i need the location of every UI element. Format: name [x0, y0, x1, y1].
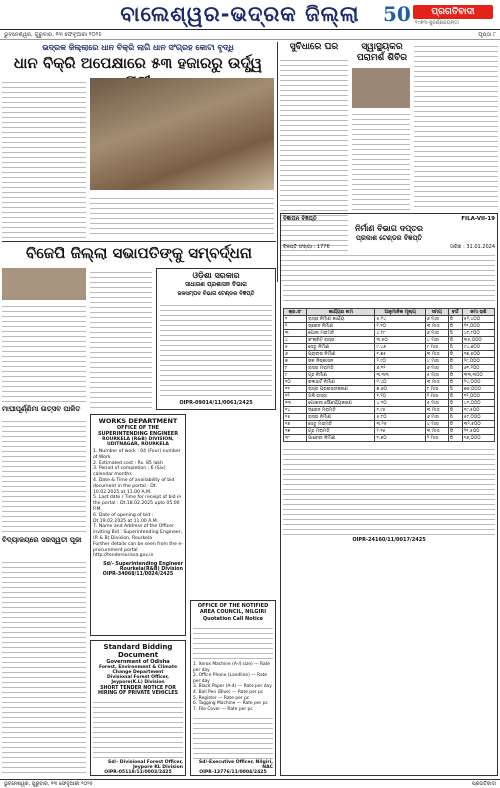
table-cell: ୨୯,୦୦୦ [462, 358, 494, 365]
nac-ad-items [193, 662, 273, 712]
table-cell: ୨.୪୦ [375, 379, 425, 386]
table-row [284, 421, 495, 428]
masthead [0, 0, 500, 30]
mid-story-headline: ସୁବିଧାରେ ଘର [289, 42, 339, 52]
table-cell: ୨ ମାସ [425, 393, 448, 400]
table-cell: ୩ ମାସ [425, 428, 448, 435]
table-cell: ୪ ମାସ [425, 421, 448, 428]
works-dept-ad [90, 414, 186, 636]
forest-ad-title: Standard Bidding Document [103, 643, 173, 659]
forest-ad-dept: Forest, Environment & Climate Change Department [98, 665, 178, 675]
table-row [284, 414, 495, 421]
works-ad-line: 1. Number of work : 04 (Four) number of Work [93, 449, 181, 460]
table-cell: ୧.୯୫ [375, 407, 425, 414]
nac-item: 6. Tagging Machine — Rate per pc [193, 701, 268, 707]
forest-dept-ad [90, 640, 186, 776]
tender-ad-header [283, 216, 495, 223]
table-row [284, 316, 495, 323]
table-cell: ୧୯,୫୦୦ [462, 407, 494, 414]
table-cell: ପୋଲ ମରାମତି [307, 330, 375, 337]
tender-column-header: କାର୍ଯ୍ୟର ନାମ [307, 309, 375, 316]
works-ad-line: 5. Last date / Time for receipt of bid in the portal : Dt.18.02.2025 upto 05.00 P.M. [93, 495, 182, 512]
page-number: ପୃଷ୍ଠା ୮ [478, 32, 496, 38]
footer-date: ଭୁବନେଶ୍ୱର, ଗୁରୁବାର, ୧୩ ଫେବୃଆରୀ ୨୦୨୫ [4, 781, 93, 787]
nac-ad-intro [193, 624, 273, 660]
table-row [284, 351, 495, 358]
tender-column-header: ଆନୁମାନିକ ମୂଲ୍ୟ [375, 309, 425, 316]
table-cell: ୩.୫୦ [375, 337, 425, 344]
table-cell: ୧୨,୦୦୦ [462, 393, 494, 400]
table-cell: ୯୪,୬୦୦ [462, 344, 494, 351]
table-cell: ୬ ମାସ [425, 330, 448, 337]
tender-ad-terms [283, 445, 495, 535]
column-divider [277, 42, 278, 282]
tender-ad-doc-date: ତାରିଖ : 31.01.2024 [450, 244, 495, 250]
table-cell: ପୋଖରୀ ସୌନ୍ଦର୍ଯ୍ୟକରଣ [307, 400, 375, 407]
tender-column-header: ଜମା ରାଶି [462, 309, 494, 316]
nac-quotation-ad [190, 600, 276, 776]
table-cell: ୨୧,୦୦୦ [462, 323, 494, 330]
table-cell: ୬ ମାସ [425, 414, 448, 421]
table-row [284, 365, 495, 372]
lead-kicker: ଭଦ୍ରକ ଜିଲ୍ଲାରେ ଧାନ ବିକ୍ରି ଲାଗି ଧାନ ସଂଗ୍ରହ କୋଟା ବୃଦ୍ଧି [42, 43, 234, 52]
table-cell: ଗୃହ ନିର୍ମାଣ [307, 372, 375, 379]
table-row [284, 379, 495, 386]
odisha-govt-ad [156, 268, 276, 410]
table-cell: ସି [448, 386, 462, 393]
forest-ad-sign: Sd/- Divisional Forest Officer, Jeypore KL Division [108, 760, 183, 770]
table-cell: ୭.୬୦ [375, 386, 425, 393]
table-cell: ୫.୨୪ [375, 316, 425, 323]
left-story-body-1 [2, 417, 86, 533]
table-cell: ଡି [448, 379, 462, 386]
date-text: ଭୁବନେଶ୍ୱର, ଗୁରୁବାର, ୧୩ ଫେବୃଆରୀ ୨୦୨୫ [4, 32, 102, 38]
table-cell: ୪.୮୮ [375, 330, 425, 337]
works-ad-line: 7. Name and Address of the Officer inviting Bid : Superintending Engineer, (R & B) Division, Rourkela [93, 524, 182, 541]
table-cell: ଡି [448, 421, 462, 428]
table-cell: ଡି [448, 435, 462, 442]
tender-ad-ref: FILA-VII-19 [461, 216, 495, 222]
table-cell: ୩୨,୫୦୦ [462, 421, 494, 428]
table-row [284, 330, 495, 337]
odisha-ad-body [160, 301, 272, 397]
table-cell: ଡି [448, 407, 462, 414]
table-cell: ୯ [284, 372, 307, 379]
works-ad-sign: Sd/- Superintending Engineer Rourkela(R&B) Division [103, 562, 183, 573]
table-row [284, 323, 495, 330]
tender-ad-doc-info [283, 244, 495, 250]
table-row [284, 435, 495, 442]
table-cell: ରାସ୍ତା ନିର୍ମାଣ କାର୍ଯ୍ୟ [307, 316, 375, 323]
table-cell: ୧ [284, 316, 307, 323]
table-cell: ୨.୧୫ [375, 428, 425, 435]
health-story-headline: ସ୍ୱାସ୍ଥ୍ୟକର ପରାମର୍ଶ ଶିବିର [356, 42, 408, 63]
bjp-story-body-2 [90, 268, 152, 410]
works-ad-line: 4. Date & Time of availability of bid document in the portal : Dt. 10.02.2025 at 11.00 A.M. [93, 477, 175, 495]
table-cell: ୩ [284, 330, 307, 337]
table-row [284, 344, 495, 351]
nac-item: 7. File Cover — Rate per pc [193, 706, 253, 712]
table-cell: ୩୫,୦୦୦ [462, 337, 494, 344]
nac-ad-terms [193, 714, 273, 760]
table-cell: ସି [448, 330, 462, 337]
table-cell: ୧୩ [284, 400, 307, 407]
works-ad-line: 3. Period of completion : 6 (Six) calendar months [93, 466, 166, 478]
nac-item: 3. Black Paper (A-4) — Rate per day [193, 684, 272, 690]
table-cell: ୮ [284, 365, 307, 372]
works-ad-line: 6. Date of opening of bid : Dt.19.02.2025 at 11.00 A.M. [93, 512, 159, 524]
table-cell: ୫୨,୪୦୦ [462, 316, 494, 323]
table-cell: ୧୭ [284, 428, 307, 435]
works-ad-footer: OIPR-34068/11/0024/2425 [102, 572, 174, 578]
table-cell: ସି [448, 414, 462, 421]
table-cell: ୪ ମାସ [425, 358, 448, 365]
tender-ad-org: ନିର୍ମାଣ ବିଭାଗ ଦପ୍ତର [355, 224, 423, 233]
table-cell: ଗୃହ ମରାମତି [307, 428, 375, 435]
table-cell: କଲଭର୍ଟ ନିର୍ମାଣ [307, 379, 375, 386]
table-cell: ପ୍ରାଚୀର ନିର୍ମାଣ [307, 351, 375, 358]
tender-ad-title: ପ୍ରକାଶ ଟେଣ୍ଡର ବିଜ୍ଞପ୍ତି [356, 234, 422, 242]
works-ad-details [93, 449, 183, 559]
table-cell: ୬ ମାସ [425, 365, 448, 372]
forest-ad-notice: SHORT TENDER NOTICE FOR HIRING OF PRIVATE VEHICLES [98, 686, 178, 696]
table-cell: ୫୮,୦୦୦ [462, 414, 494, 421]
nac-ad-title: OFFICE OF THE NOTIFIED AREA COUNCIL, NILGIRI [197, 603, 269, 615]
table-cell: ୩.୩୩ [375, 372, 425, 379]
odisha-ad-footer: OIPR-09014/11/0061/2425 [179, 400, 253, 406]
section-divider [2, 241, 276, 242]
forest-ad-office: Divisional Forest Officer, Jeypore(K.L) Division [107, 675, 169, 685]
table-row [284, 400, 495, 407]
table-cell: ୩ ମାସ [425, 407, 448, 414]
table-cell: ୪.୧୦ [375, 400, 425, 407]
table-cell: ୭ [284, 358, 307, 365]
tender-ad-doc-no: ବିଜ୍ଞପ୍ତି ସଂଖ୍ୟା : 1776 [283, 244, 330, 250]
left-story-body-2 [2, 558, 86, 776]
health-story-body-2 [414, 42, 498, 210]
table-cell: ଡି [448, 372, 462, 379]
table-cell: ୪୮,୮୦୦ [462, 330, 494, 337]
health-story-photo [352, 68, 410, 108]
odisha-ad-title: ଓଡ଼ିଶା ସରକାର [192, 271, 240, 280]
table-cell: ୧.୬୦ [375, 435, 425, 442]
table-cell: ୬ [284, 351, 307, 358]
table-row [284, 428, 495, 435]
table-row [284, 337, 495, 344]
bjp-story-headline: ବିଜେପି ଜିଲ୍ଲା ସଭାପତିଙ୍କୁ ସମ୍ବର୍ଦ୍ଧନା [26, 244, 252, 262]
table-row [284, 358, 495, 365]
table-cell: ୩.୨୫ [375, 421, 425, 428]
table-cell: ୨ ମାସ [425, 435, 448, 442]
table-cell: ରାସ୍ତା ମରାମତି [307, 365, 375, 372]
tender-column-header: ବର୍ଗ [448, 309, 462, 316]
nac-ad-subtitle: Quotation Call Notice [202, 616, 264, 622]
forest-ad-body [93, 698, 183, 760]
table-cell: ଡି [448, 351, 462, 358]
lead-story-column-2 [90, 194, 274, 238]
table-cell: ୭୬,୦୦୦ [462, 386, 494, 393]
table-cell: ୫ ମାସ [425, 400, 448, 407]
works-ad-title: WORKS DEPARTMENT [98, 417, 178, 425]
tender-ad-header-text: ବିଜ୍ଞାପନ ବିଜ୍ଞପ୍ତି [283, 216, 317, 222]
table-cell: ୧୨ [284, 393, 307, 400]
forest-ad-gov: Government of Odisha [106, 659, 170, 665]
table-cell: ୪୧,୦୦୦ [462, 400, 494, 407]
table-cell: ୨.୯୦ [375, 358, 425, 365]
bjp-story-photo [2, 268, 86, 300]
table-row [284, 393, 495, 400]
newspaper-page-title: ବାଲେଶ୍ୱର-ଭଦ୍ରକ ଜିଲ୍ଲା [120, 2, 360, 26]
table-cell: ୯.୪୬ [375, 344, 425, 351]
footer-paper-name: ପ୍ରଗତିବାଦୀ [471, 781, 496, 787]
table-cell: ଡି [448, 400, 462, 407]
table-cell: ୧୭,୫୦୦ [462, 351, 494, 358]
table-cell: ୨.୧୦ [375, 323, 425, 330]
table-cell: ଡି [448, 337, 462, 344]
table-cell: ସି [448, 365, 462, 372]
table-cell: ଡି [448, 428, 462, 435]
works-ad-line: 2. Estimated cost : Rs. 85 lakh [93, 460, 163, 466]
newspaper-logo [383, 2, 495, 26]
table-cell: ସେତୁ ମରାମତି [307, 421, 375, 428]
odisha-ad-subtitle: ସାଧାରଣ ପ୍ରଶାସନ ବିଭାଗ [185, 281, 247, 288]
left-story-headline-2: ବିଦ୍ୟାଳୟରେ ସରସ୍ୱତୀ ପୂଜା [2, 536, 82, 544]
table-cell: ଜଳ ନିଷ୍କାସନ [307, 358, 375, 365]
table-cell: ୧୧ [284, 386, 307, 393]
table-cell: ୧.୭୫ [375, 351, 425, 358]
table-cell: ୯ ମାସ [425, 344, 448, 351]
table-cell: ୪ ମାସ [425, 337, 448, 344]
table-cell: ୬୧,୨୦୦ [462, 365, 494, 372]
table-cell: ସି [448, 344, 462, 351]
nac-item: 5. Register — Rate per pc [193, 695, 250, 701]
table-cell: ୫ [284, 344, 307, 351]
table-cell: ୧୪ [284, 407, 307, 414]
nac-ad-sign: Sd/-Executive Officer, Nilgiri, NAC [198, 760, 273, 771]
works-ad-office: OFFICE OF THE SUPERINTENDING ENGINEER [97, 425, 179, 437]
logo-subtitle: ୧୯୭୩-ସୁବର୍ଣ୍ଣଜୟନ୍ତୀ [415, 20, 459, 26]
health-story-body-1 [352, 110, 410, 210]
table-cell: ୪ [284, 337, 307, 344]
table-cell: ୩ ମାସ [425, 379, 448, 386]
table-cell: କଂକ୍ରିଟ ରାସ୍ତା [307, 337, 375, 344]
table-row [284, 407, 495, 414]
tender-column-header: ସମୟ [425, 309, 448, 316]
table-cell: ୧.୨୦ [375, 393, 425, 400]
lead-story-photo [90, 78, 274, 190]
tender-column-header: କ୍ର.ସଂ [284, 309, 307, 316]
table-cell: ୫.୮୦ [375, 414, 425, 421]
tender-ad-footer: OIPR-24160/11/0017/2425 [352, 537, 426, 543]
forest-ad-footer: OIPR-05118/11/0003/2425 [104, 770, 172, 775]
logo-anniversary-number: 50 [383, 2, 411, 26]
nac-item: 2. Office Phone (Landline) — Rate per day [193, 673, 268, 684]
table-cell: ରାସ୍ତା ନିର୍ମାଣ [307, 414, 375, 421]
bjp-story-body [2, 302, 86, 402]
table-cell: ୩ ମାସ [425, 351, 448, 358]
table-cell: ଡି [448, 358, 462, 365]
dateline [0, 30, 500, 40]
table-row [284, 386, 495, 393]
table-cell: ୧୮ [284, 435, 307, 442]
table-cell: ଡ୍ରେନ ମରାମତି [307, 407, 375, 414]
tender-ad-intro [283, 251, 495, 305]
nac-ad-footer: OIPR-13776/11/0004/2425 [199, 770, 267, 776]
left-story-headline-1: ମାଘୀପୂର୍ଣ୍ଣିମା ଉତ୍ସବ ପାଳିତ [2, 405, 81, 413]
works-ad-place: ROURKELA (R&B) DIVISION, UDITNAGAR, ROURKELA [102, 437, 174, 447]
table-cell: ୧୬ [284, 421, 307, 428]
nac-item: 4. Ball Pen (Blue) — Rate per pc [193, 689, 264, 695]
works-ad-line: Further details can be seen from the e-procurement portal http://tendersorissa.gov.in [93, 541, 183, 559]
lead-headline: ଧାନ ବିକ୍ରି ଅପେକ୍ଷାରେ ୫୩ ହଜାରରୁ ଉର୍ଦ୍ଧ୍ୱ [13, 54, 263, 72]
table-cell: ପାଚେରୀ ନିର୍ମାଣ [307, 435, 375, 442]
table-cell: ୨ [284, 323, 307, 330]
table-row [284, 372, 495, 379]
table-cell: ୩ ମାସ [425, 323, 448, 330]
table-cell: ସେତୁ ନିର୍ମାଣ [307, 344, 375, 351]
tender-ad [280, 213, 498, 776]
lead-story-column-1 [2, 78, 86, 238]
tender-table-header [284, 309, 495, 316]
table-cell: ୬.୧୨ [375, 365, 425, 372]
table-cell: ଡ୍ରେନ ନିର୍ମାଣ [307, 323, 375, 330]
table-cell: ୧୬,୦୦୦ [462, 435, 494, 442]
footer-strip [0, 779, 500, 788]
table-cell: ୨୧,୫୦୦ [462, 428, 494, 435]
table-cell: ୧୦ [284, 379, 307, 386]
table-cell: ରାସ୍ତା ପ୍ରଶସ୍ତୀକରଣ [307, 386, 375, 393]
table-cell: ୫ ମାସ [425, 372, 448, 379]
table-cell: ୮ ମାସ [425, 386, 448, 393]
tender-table [283, 308, 495, 442]
logo-name: ପ୍ରଗତିବାଦୀ [413, 5, 493, 19]
table-cell: ୬ ମାସ [425, 316, 448, 323]
nac-item: 1. Xerox Machine (A-4 size) — Rate per day [193, 662, 271, 673]
table-cell: ୩୩,୩୦୦ [462, 372, 494, 379]
table-cell: ୨୪,୦୦୦ [462, 379, 494, 386]
odisha-ad-line: ଜଳସମ୍ପଦ ବିଭାଗ ଟେଣ୍ଡର ବିଜ୍ଞପ୍ତି [177, 291, 255, 297]
table-cell: ଡି [448, 393, 462, 400]
table-cell: ଗଳି ରାସ୍ତା [307, 393, 375, 400]
table-cell: ଡି [448, 316, 462, 323]
table-cell: ୧୫ [284, 414, 307, 421]
table-cell: ଡି [448, 323, 462, 330]
